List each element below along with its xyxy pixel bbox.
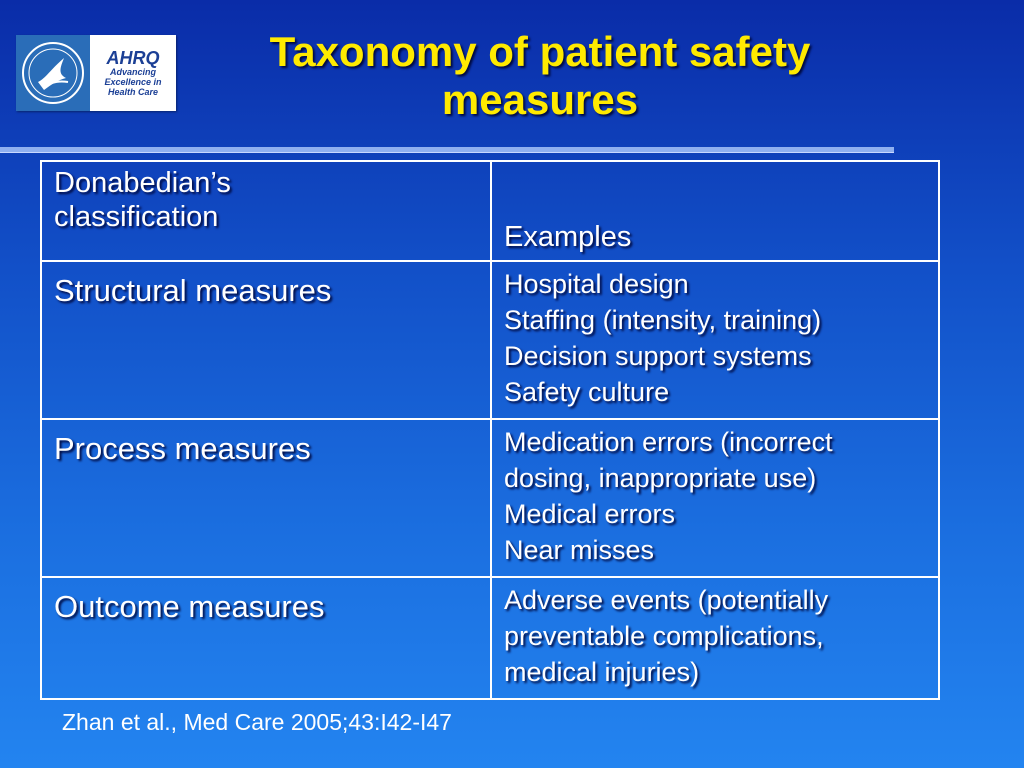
category-cell xyxy=(41,261,491,419)
citation: Zhan et al., Med Care 2005;43:I42-I47 xyxy=(62,709,452,735)
slide-title-line: Taxonomy of patient safety xyxy=(269,28,811,75)
examples-cell xyxy=(491,577,939,699)
title-divider xyxy=(0,147,894,152)
ahrq-tagline-line: Excellence in xyxy=(104,77,162,87)
ahrq-wordmark: AHRQ xyxy=(106,48,160,68)
table-row xyxy=(41,419,939,577)
example-line: medical injuries) xyxy=(504,657,700,687)
header-classification xyxy=(41,161,491,261)
category-label: Structural measures xyxy=(54,273,332,308)
ahrq-tagline xyxy=(104,67,161,97)
ahrq-logo xyxy=(90,35,176,111)
slide-title xyxy=(200,28,880,124)
ahrq-tagline-line: Health Care xyxy=(107,87,158,97)
examples-cell xyxy=(491,261,939,419)
examples-cell xyxy=(491,419,939,577)
header-examples: Examples xyxy=(491,161,939,261)
header-classification-line: Donabedian’s xyxy=(54,167,231,199)
slide-title-line: measures xyxy=(441,76,639,123)
ahrq-tagline-line: Advancing xyxy=(109,67,156,77)
category-label: Outcome measures xyxy=(54,589,325,624)
example-line: Decision support systems xyxy=(504,341,812,371)
table-row xyxy=(41,261,939,419)
header-classification-line: classification xyxy=(54,201,219,233)
category-cell xyxy=(41,577,491,699)
example-line: Safety culture xyxy=(504,377,670,407)
table-header-row xyxy=(41,161,939,261)
example-line: Adverse events (potentially xyxy=(504,585,829,615)
category-label: Process measures xyxy=(54,431,311,466)
example-line: Staffing (intensity, training) xyxy=(504,305,822,335)
measures-table xyxy=(40,160,940,700)
table-row xyxy=(41,577,939,699)
example-line: Medication errors (incorrect xyxy=(504,427,833,457)
example-line: dosing, inappropriate use) xyxy=(504,463,817,493)
example-line: Near misses xyxy=(504,535,655,565)
example-line: Hospital design xyxy=(504,269,689,299)
hhs-seal-icon xyxy=(16,35,90,111)
example-line: preventable complications, xyxy=(504,621,824,651)
example-line: Medical errors xyxy=(504,499,676,529)
category-cell xyxy=(41,419,491,577)
agency-logo xyxy=(16,35,176,111)
